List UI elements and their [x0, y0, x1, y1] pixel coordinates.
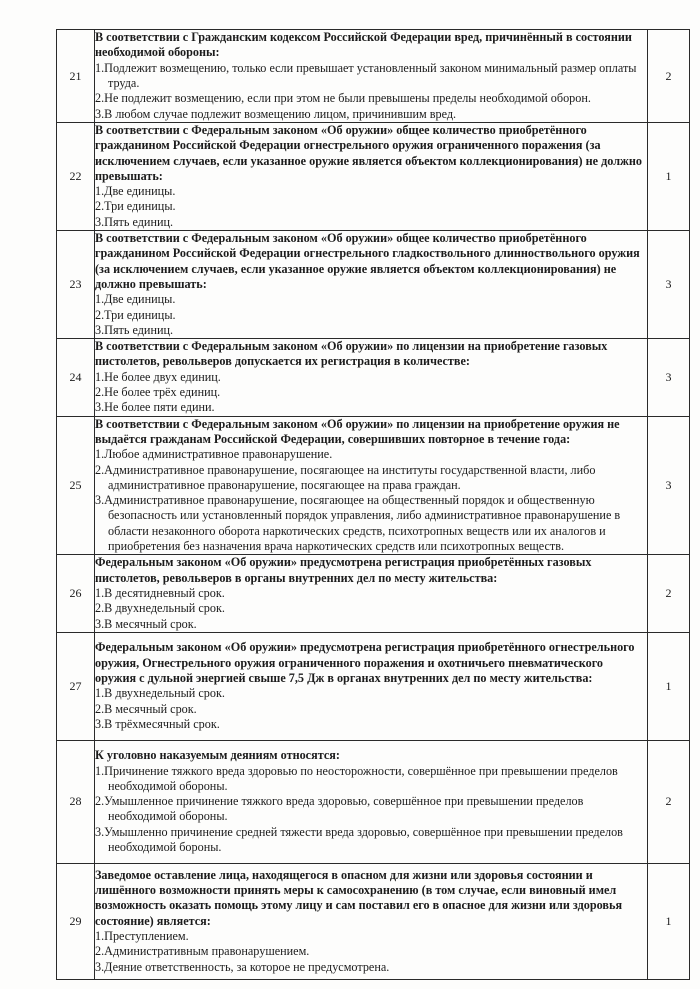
- answer-options: [95, 686, 647, 732]
- answer-option: 1.Преступлением.: [95, 928, 189, 943]
- answer-options: [95, 447, 647, 554]
- question-number: 29: [57, 863, 95, 979]
- answer-options: [95, 61, 647, 122]
- question-row: [57, 231, 690, 339]
- correct-answer: 3: [648, 339, 690, 416]
- question-number: 26: [57, 555, 95, 632]
- questions-table: [56, 29, 690, 980]
- answer-options: [95, 586, 647, 632]
- answer-option: 3.В месячный срок.: [95, 616, 197, 631]
- answer-option: 1.Подлежит возмещению, только если превышает установленный законом минимальный размер оплаты труда.: [95, 60, 637, 90]
- question-text: В соответствии с Федеральным законом «Об оружии» общее количество приобретённого гражданином Российской Федерации огнестрельного гладкоствольного длинноствольного оружия (за исключением случаев, если указанное оружие является объектом коллекционирования) не должно превышать:: [95, 231, 640, 291]
- answer-option: 2.Административным правонарушением.: [95, 944, 310, 959]
- answer-option: 2.Три единицы.: [95, 307, 176, 322]
- question-row: [57, 123, 690, 231]
- question-row: [57, 416, 690, 555]
- question-row: [57, 863, 690, 979]
- correct-answer: 2: [648, 30, 690, 123]
- question-content: [95, 339, 648, 416]
- correct-answer: 1: [648, 632, 690, 740]
- answer-option: 3.Административное правонарушение, посягающее на общественный порядок и общественную безопасность или установленный порядок управления, либо административное правонарушение в области незаконного оборота наркотических средств, психотропных веществ или их аналогов и приобретения без назначения врача наркотических средств или психотропных веществ.: [95, 493, 621, 554]
- answer-options: [95, 292, 647, 338]
- answer-option: 3.В любом случае подлежит возмещению лицом, причинившим вред.: [95, 106, 457, 121]
- question-row: [57, 740, 690, 863]
- question-row: [57, 555, 690, 632]
- question-number: 24: [57, 339, 95, 416]
- question-text: В соответствии с Федеральным законом «Об оружии» по лицензии на приобретение оружия не выдаётся гражданам Российской Федерации, совершивших повторное в течение года:: [95, 416, 620, 446]
- answer-option: 1.Две единицы.: [95, 292, 176, 307]
- question-content: [95, 416, 648, 555]
- answer-option: 3.Деяние ответственность, за которое не предусмотрена.: [95, 959, 390, 974]
- question-number: 23: [57, 231, 95, 339]
- question-text: К уголовно наказуемым деяниям относятся:: [95, 748, 340, 763]
- questions-table-body: [57, 30, 690, 980]
- question-text: В соответствии с Федеральным законом «Об оружии» общее количество приобретённого гражданином Российской Федерации огнестрельного оружия ограниченного поражения (за исключением случаев, если указанное оружие является объектом коллекционирования) не должно превышать:: [95, 123, 642, 183]
- question-content: [95, 863, 648, 979]
- correct-answer: 3: [648, 231, 690, 339]
- question-number: 22: [57, 123, 95, 231]
- correct-answer: 1: [648, 123, 690, 231]
- answer-option: 2.Умышленное причинение тяжкого вреда здоровью, совершённое при превышении пределов необходимой обороны.: [95, 794, 584, 824]
- answer-option: 2.Три единицы.: [95, 199, 176, 214]
- correct-answer: 2: [648, 740, 690, 863]
- answer-options: [95, 370, 647, 416]
- correct-answer: 3: [648, 416, 690, 555]
- correct-answer: 1: [648, 863, 690, 979]
- answer-option: 3.Умышленно причинение средней тяжести вреда здоровью, совершённое при превышении пределов необходимой бороны.: [95, 824, 623, 855]
- question-content: [95, 123, 648, 231]
- question-content: [95, 632, 648, 740]
- answer-option: 2.Не более трёх единиц.: [95, 385, 221, 400]
- question-content: [95, 231, 648, 339]
- question-row: [57, 632, 690, 740]
- answer-option: 1.В двухнедельный срок.: [95, 686, 225, 701]
- question-number: 28: [57, 740, 95, 863]
- question-text: Федеральным законом «Об оружии» предусмотрена регистрация приобретённых газовых пистолетов, револьверов в органы внутренних дел по месту жительства:: [95, 555, 592, 585]
- question-content: [95, 555, 648, 632]
- answer-option: 3.В трёхмесячный срок.: [95, 716, 220, 731]
- answer-option: 1.В десятидневный срок.: [95, 585, 225, 600]
- answer-option: 2.Не подлежит возмещению, если при этом не были превышены пределы необходимой оборон.: [95, 91, 591, 106]
- question-text: В соответствии с Гражданским кодексом Российской Федерации вред, причинённый в состоянии необходимой обороны:: [95, 30, 632, 60]
- answer-option: 3.Пять единиц.: [95, 214, 174, 229]
- question-text: В соответствии с Федеральным законом «Об оружии» по лицензии на приобретение газовых пистолетов, револьверов допускается их регистрация в количестве:: [95, 339, 608, 369]
- question-row: [57, 339, 690, 416]
- answer-option: 3.Не более пяти едини.: [95, 400, 215, 415]
- correct-answer: 2: [648, 555, 690, 632]
- answer-option: 2.Административное правонарушение, посягающее на институты государственной власти, либо административное правонарушение, посягающее на права граждан.: [95, 462, 596, 492]
- answer-option: 1.Две единицы.: [95, 184, 176, 199]
- answer-option: 1.Не более двух единиц.: [95, 369, 221, 384]
- answer-options: [95, 929, 647, 975]
- answer-option: 3.Пять единиц.: [95, 322, 174, 337]
- question-number: 25: [57, 416, 95, 555]
- answer-option: 2.В двухнедельный срок.: [95, 601, 225, 616]
- question-text: Заведомое оставление лица, находящегося в опасном для жизни или здоровья состоянии и лишённого возможности принять меры к самосохранению (в том случае, если виновный имел возможность оказать помощь этому лицу и сам поставил его в опасное для жизни или здоровья состояние) является:: [95, 867, 623, 928]
- answer-options: [95, 184, 647, 230]
- question-number: 27: [57, 632, 95, 740]
- question-text: Федеральным законом «Об оружии» предусмотрена регистрация приобретённого огнестрельного оружия, Огнестрельного оружия ограниченного поражения и охотничьего пневматического оружия с дульной энергией свыше 7,5 Дж в органах внутренних дел по месту жительства:: [95, 640, 635, 685]
- question-content: [95, 30, 648, 123]
- answer-options: [95, 764, 647, 856]
- question-number: 21: [57, 30, 95, 123]
- answer-option: 2.В месячный срок.: [95, 701, 197, 716]
- answer-option: 1.Причинение тяжкого вреда здоровью по неосторожности, совершённое при превышении пределов необходимой обороны.: [95, 763, 618, 793]
- answer-option: 1.Любое административное правонарушение.: [95, 447, 333, 462]
- question-row: [57, 30, 690, 123]
- question-content: [95, 740, 648, 863]
